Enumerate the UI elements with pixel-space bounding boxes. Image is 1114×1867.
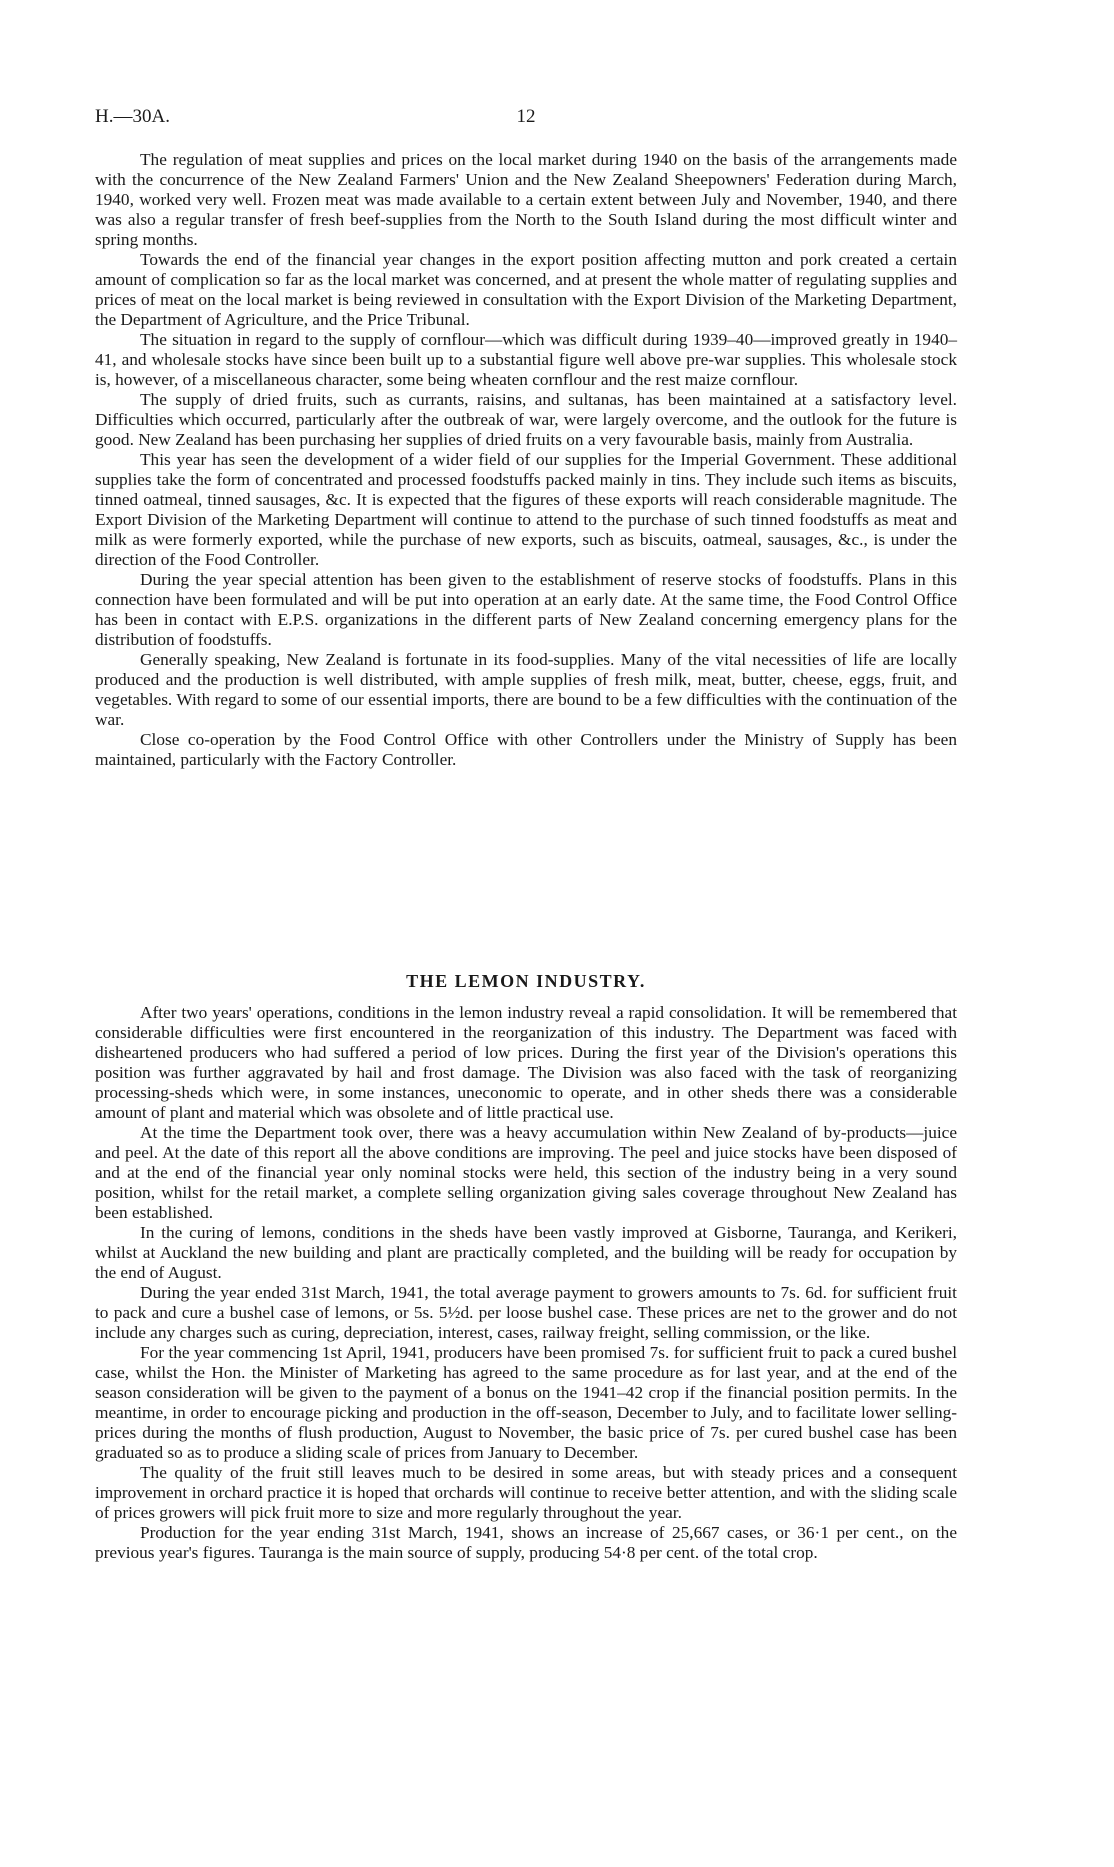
section-heading: THE LEMON INDUSTRY. (406, 971, 646, 991)
paragraph: At the time the Department took over, there was a heavy accumulation within New Zealand of by-products—juice and peel. At the date of this report all the above conditions are improving. The peel and juice stocks have been disposed of and at the end of the financial year only nominal stocks were held, this section of the industry being in a very sound position, whilst for the retail market, a complete selling organization giving sales coverage throughout New Zealand has been established. (95, 1123, 957, 1222)
paragraph: This year has seen the development of a wider field of our supplies for the Imperial Government. These additional supplies take the form of concentrated and processed foodstuffs packed mainly in tins. They include such items as biscuits, tinned oatmeal, tinned sausages, &c. It is expected that the figures of these exports will reach considerable magnitude. The Export Division of the Marketing Department will continue to attend to the purchase of such tinned foodstuffs as meat and milk as were formerly exported, while the purchase of new exports, such as biscuits, oatmeal, sausages, &c., is under the direction of the Food Controller. (95, 450, 957, 569)
paragraph: During the year special attention has been given to the establishment of reserve stocks of foodstuffs. Plans in this connection have been formulated and will be put into operation at an early date. At the same time, the Food Control Office has been in contact with E.P.S. organizations in the different parts of New Zealand concerning emergency plans for the distribution of foodstuffs. (95, 570, 957, 649)
paragraph: In the curing of lemons, conditions in the sheds have been vastly improved at Gisborne, Tauranga, and Kerikeri, whilst at Auckland the new building and plant are practically completed, and the building will be ready for occupation by the end of August. (95, 1223, 957, 1282)
paragraph: After two years' operations, conditions in the lemon industry reveal a rapid consolidation. It will be remembered that considerable difficulties were first encountered in the reorganization of this industry. The Department was faced with disheartened producers who had suffered a period of low prices. During the first year of the Division's operations this position was further aggravated by hail and frost damage. The Division was also faced with the task of reorganizing processing-sheds which were, in some instances, uneconomic to operate, and in other sheds there was a considerable amount of plant and material which was obsolete and of little practical use. (95, 1003, 957, 1122)
paragraph: The regulation of meat supplies and prices on the local market during 1940 on the basis of the arrangements made with the concurrence of the New Zealand Farmers' Union and the New Zealand Sheepowners' Federation during March, 1940, worked very well. Frozen meat was made available to a certain extent between July and November, 1940, and there was also a regular transfer of fresh beef-supplies from the North to the South Island during the most difficult winter and spring months. (95, 150, 957, 249)
paragraph: The situation in regard to the supply of cornflour—which was difficult during 1939–40—improved greatly in 1940–41, and wholesale stocks have since been built up to a substantial figure well above pre-war supplies. This wholesale stock is, however, of a miscellaneous character, some being wheaten cornflour and the rest maize cornflour. (95, 330, 957, 389)
paragraph: Generally speaking, New Zealand is fortunate in its food-supplies. Many of the vital necessities of life are locally produced and the production is well distributed, with ample supplies of fresh milk, meat, butter, cheese, eggs, fruit, and vegetables. With regard to some of our essential imports, there are bound to be a few difficulties with the continuation of the war. (95, 650, 957, 729)
food-supplies-section (95, 150, 957, 770)
page-header (95, 106, 957, 134)
lemon-industry-section (95, 1003, 957, 1563)
paragraph: For the year commencing 1st April, 1941, producers have been promised 7s. for sufficient fruit to pack a cured bushel case, whilst the Hon. the Minister of Marketing has agreed to the same procedure as for last year, and at the end of the season consideration will be given to the payment of a bonus on the 1941–42 crop if the financial position permits. In the meantime, in order to encourage picking and production in the off-season, December to July, and to facilitate lower selling-prices during the months of flush production, August to November, the basic price of 7s. per cured bushel case has been graduated so as to produce a sliding scale of prices from January to December. (95, 1343, 957, 1462)
paragraph: Production for the year ending 31st March, 1941, shows an increase of 25,667 cases, or 36·1 per cent., on the previous year's figures. Tauranga is the main source of supply, producing 54·8 per cent. of the total crop. (95, 1523, 957, 1562)
paragraph: The supply of dried fruits, such as currants, raisins, and sultanas, has been maintained at a satisfactory level. Difficulties which occurred, particularly after the outbreak of war, were largely overcome, and the outlook for the future is good. New Zealand has been purchasing her supplies of dried fruits on a very favourable basis, mainly from Australia. (95, 390, 957, 449)
paragraph: During the year ended 31st March, 1941, the total average payment to growers amounts to 7s. 6d. for sufficient fruit to pack and cure a bushel case of lemons, or 5s. 5½d. per loose bushel case. These prices are net to the grower and do not include any charges such as curing, depreciation, interest, cases, railway freight, selling commission, or the like. (95, 1283, 957, 1342)
document-reference: H.—30A. (95, 106, 170, 127)
paragraph: Close co-operation by the Food Control Office with other Controllers under the Ministry of Supply has been maintained, particularly with the Factory Controller. (95, 730, 957, 769)
paragraph: The quality of the fruit still leaves much to be desired in some areas, but with steady prices and a consequent improvement in orchard practice it is hoped that orchards will continue to receive better attention, and with the sliding scale of prices growers will pick fruit more to size and more regularly throughout the year. (95, 1463, 957, 1522)
paragraph: Towards the end of the financial year changes in the export position affecting mutton and pork created a certain amount of complication so far as the local market was concerned, and at present the whole matter of regulating supplies and prices of meat on the local market is being reviewed in consultation with the Export Division of the Marketing Department, the Department of Agriculture, and the Price Tribunal. (95, 250, 957, 329)
page-number: 12 (516, 106, 536, 127)
